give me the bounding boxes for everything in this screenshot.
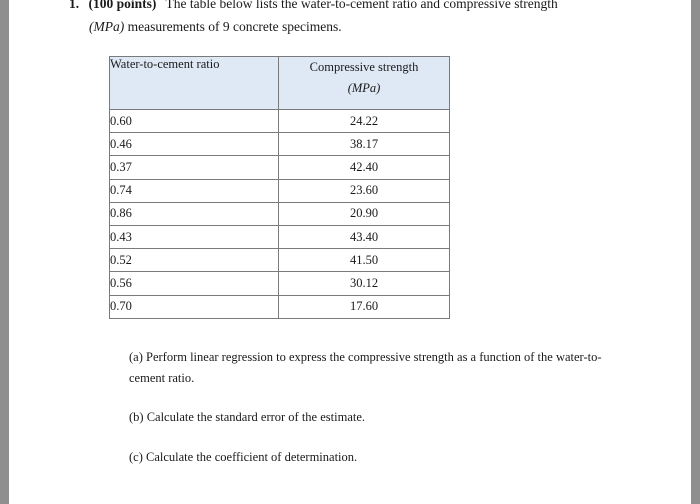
cell-ratio: 0.60: [110, 110, 279, 133]
table-row: [110, 272, 450, 295]
cell-strength: 41.50: [279, 249, 450, 272]
question-subline: [89, 17, 342, 37]
cell-strength: 23.60: [279, 179, 450, 202]
cell-ratio: 0.86: [110, 202, 279, 225]
cell-ratio: 0.52: [110, 249, 279, 272]
table-header-row: [110, 57, 450, 110]
question-number: 1.: [69, 0, 80, 11]
unit-mpa: (MPa): [89, 19, 125, 34]
cell-strength: 38.17: [279, 133, 450, 156]
cell-ratio: 0.46: [110, 133, 279, 156]
header-strength-label: Compressive strength: [309, 60, 419, 74]
cell-strength: 30.12: [279, 272, 450, 295]
table-row: [110, 295, 450, 318]
question-header: [69, 0, 669, 14]
table-row: [110, 179, 450, 202]
cell-ratio: 0.56: [110, 272, 279, 295]
cell-strength: 24.22: [279, 110, 450, 133]
table-row: [110, 156, 450, 179]
table-row: [110, 202, 450, 225]
header-water-cement-ratio: Water-to-cement ratio: [110, 57, 279, 110]
part-a-text: (a) Perform linear regression to express the compressive strength as a function of the water-to-cement ratio.: [129, 350, 602, 385]
document-page: [9, 0, 691, 504]
cell-ratio: 0.70: [110, 295, 279, 318]
cell-strength: 17.60: [279, 295, 450, 318]
table-row: [110, 133, 450, 156]
table-row: [110, 249, 450, 272]
cell-ratio: 0.37: [110, 156, 279, 179]
part-c-text: (c) Calculate the coefficient of determination.: [129, 450, 358, 464]
cell-ratio: 0.74: [110, 179, 279, 202]
specimen-table: [109, 56, 450, 319]
cell-strength: 42.40: [279, 156, 450, 179]
header-compressive-strength: [279, 57, 450, 110]
cell-strength: 20.90: [279, 202, 450, 225]
header-strength-unit: (MPa): [347, 81, 381, 95]
question-points: (100 points): [88, 0, 157, 11]
cell-strength: 43.40: [279, 225, 450, 248]
table-row: [110, 110, 450, 133]
question-intro: The table below lists the water-to-cement ratio and compressive strength: [165, 0, 558, 11]
question-subline-text: measurements of 9 concrete specimens.: [124, 19, 342, 34]
table-body: [110, 110, 450, 319]
part-b-text: (b) Calculate the standard error of the estimate.: [129, 410, 366, 424]
cell-ratio: 0.43: [110, 225, 279, 248]
table-row: [110, 225, 450, 248]
